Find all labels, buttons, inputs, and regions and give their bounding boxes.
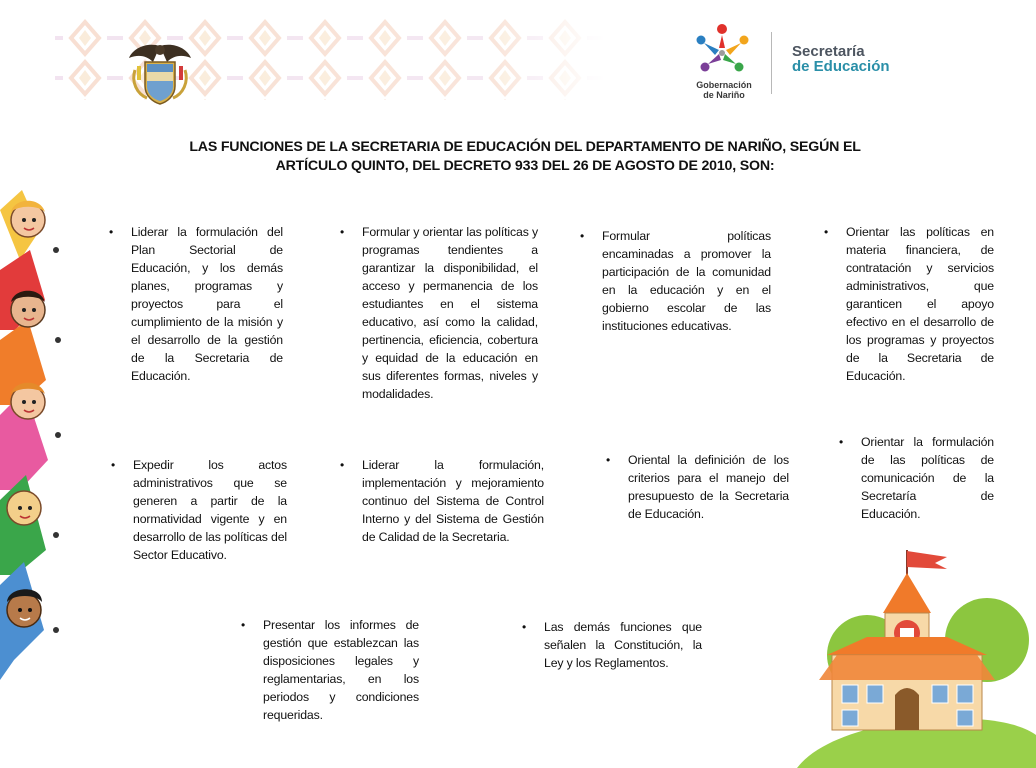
function-text: Liderar la formulación del Plan Sectorial de Educación, y los demás planes, programas y proyectos para el cumplimiento de la misión y el desarrollo de la gestión de la Secretaria de Educación. xyxy=(131,225,283,383)
children-illustration xyxy=(0,190,75,680)
bullet-icon: • xyxy=(606,453,611,467)
function-item xyxy=(606,451,789,523)
page-title-line1: LAS FUNCIONES DE LA SECRETARIA DE EDUCACIÓN DEL DEPARTAMENTO DE NARIÑO, SEGÚN EL xyxy=(189,139,861,155)
function-item xyxy=(340,456,544,546)
bullet-icon: • xyxy=(340,458,345,472)
function-text: Presentar los informes de gestión que establezcan las disposiciones legales y reglamentarias, en los periodos y condiciones requeridas. xyxy=(263,618,419,722)
school-illustration xyxy=(797,545,1036,768)
secretaria-line2: de Educación xyxy=(792,58,890,75)
function-text: Orientar las políticas en materia financiera, de contratación y servicios administrativos, que garanticen el apoyo efectivo en el desarrollo de los programas y proyectos de la Secretaria de Educación. xyxy=(846,225,994,383)
bullet-icon: • xyxy=(522,620,527,634)
page-title-line2: ARTÍCULO QUINTO, DEL DECRETO 933 DEL 26 DE AGOSTO DE 2010, SON: xyxy=(275,158,775,174)
function-text: Las demás funciones que señalen la Constitución, la Ley y los Reglamentos. xyxy=(544,620,702,670)
bullet-icon: • xyxy=(839,435,844,449)
function-text: Formular y orientar las políticas y programas tendientes a garantizar la disponibilidad, el acceso y permanencia de los estudiantes en el sistema educativo, así como la calidad, pertinencia, eficiencia, cobertura y equidad de la educación en sus diferentes formas, niveles y modalidades. xyxy=(362,225,538,401)
gobernacion-logo xyxy=(685,20,763,100)
bullet-icon: • xyxy=(241,618,246,632)
function-item xyxy=(109,223,283,385)
coat-of-arms-icon xyxy=(127,40,193,106)
header-divider xyxy=(771,32,772,94)
function-item xyxy=(111,456,287,564)
bullet-icon: • xyxy=(824,225,829,239)
function-item xyxy=(839,433,994,523)
people-star-icon xyxy=(691,20,753,78)
function-item xyxy=(580,227,771,335)
function-text: Expedir los actos administrativos que se generen a partir de la normatividad vigente y en desarrollo de las políticas del Sector Educativo. xyxy=(133,458,287,562)
bullet-icon: • xyxy=(580,229,585,243)
function-text: Oriental la definición de los criterios para el manejo del presupuesto de la Secretaria de Educación. xyxy=(628,453,789,521)
secretaria-logo-text xyxy=(792,44,890,74)
function-item xyxy=(241,616,419,724)
secretaria-line1: Secretaría xyxy=(792,43,865,60)
function-text: Orientar la formulación de las políticas de comunicación de la Secretaría de Educación. xyxy=(861,435,994,521)
bullet-icon: • xyxy=(340,225,345,239)
function-item xyxy=(824,223,994,385)
function-item xyxy=(522,618,702,672)
function-text: Formular políticas encaminadas a promover la participación de la comunidad en la educación y en el gobierno escolar de las instituciones educativas. xyxy=(602,229,771,333)
bullet-icon: • xyxy=(111,458,116,472)
page-title xyxy=(150,138,900,176)
gob-caption-line2: de Nariño xyxy=(703,90,745,100)
gob-caption-line1: Gobernación xyxy=(696,80,752,90)
bullet-icon: • xyxy=(109,225,114,239)
function-item xyxy=(340,223,538,403)
function-text: Liderar la formulación, implementación y mejoramiento continuo del Sistema de Control Interno y del Sistema de Gestión de Calidad de la Secretaria. xyxy=(362,458,544,544)
